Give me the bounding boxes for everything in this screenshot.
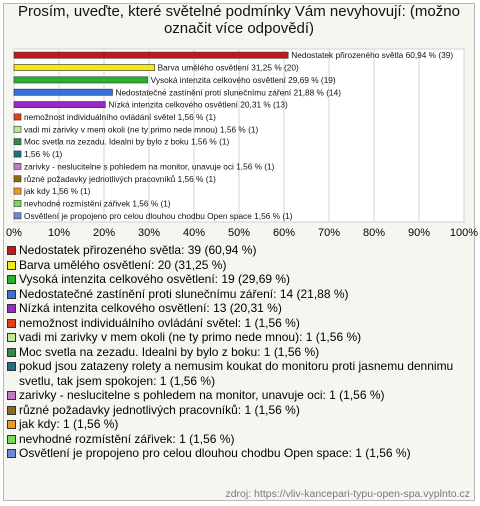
- legend-item: [7, 417, 473, 432]
- bar: [14, 200, 21, 206]
- legend-item: [7, 446, 473, 461]
- bar-label: nemožnost individuálního ovládání světel 1,56 % (1): [24, 111, 216, 122]
- legend-label: jak kdy: 1 (1,56 %): [19, 417, 119, 431]
- legend-label: pokud jsou zatazeny rolety a nemusim koukat do monitoru proti jasnemu dennimu svetlu, tak jsem spokojen: 1 (1,56 %): [19, 359, 454, 388]
- bar: [14, 102, 105, 108]
- bar: [14, 52, 288, 58]
- legend-swatch: [7, 420, 16, 429]
- bar-label: Moc svetla na zezadu. Idealni by bylo z boku 1,56 % (1): [24, 136, 230, 147]
- legend-label: různé požadavky jednotlivých pracovníků: 1 (1,56 %): [19, 402, 300, 417]
- legend-swatch: [7, 246, 16, 255]
- bar: [14, 139, 21, 145]
- bar-label: Nedostatek přirozeného světla 60,94 % (39): [291, 50, 454, 61]
- legend-label: vadi mi zarivky v mem okoli (ne ty primo nede mnou): 1 (1,56 %): [19, 330, 362, 344]
- bar: [14, 163, 21, 169]
- legend-item: [7, 345, 473, 360]
- legend-label: Osvětlení je propojeno pro celou dlouhou chodbu Open space: 1 (1,56 %): [19, 446, 411, 460]
- x-tick-label: 100%: [449, 227, 479, 239]
- x-tick-label: 60%: [272, 227, 296, 239]
- x-tick-label: 20%: [92, 227, 116, 239]
- legend-swatch: [7, 391, 16, 400]
- x-tick-label: 0%: [6, 227, 22, 239]
- bar-label: nevhodné rozmístění zářivek 1,56 % (1): [24, 198, 171, 209]
- bar-label: zarivky - neslucitelne s pohledem na monitor, unavuje oci 1,56 % (1): [24, 161, 275, 172]
- x-tick-label: 90%: [407, 227, 431, 239]
- bar-label: jak kdy 1,56 % (1): [24, 186, 91, 197]
- legend-swatch: [7, 348, 16, 357]
- legend-label: Nedostatečné zastínění proti slunečnímu záření: 14 (21,88 %): [19, 286, 349, 301]
- bar: [14, 126, 21, 132]
- bar-label: Nedostatečné zastínění proti slunečnímu záření 21,88 % (14): [115, 87, 341, 98]
- legend-item: [7, 432, 473, 447]
- bar-label: Vysoká intenzita celkového osvětlení 29,69 % (19): [150, 74, 336, 85]
- bar: [14, 64, 155, 70]
- legend-swatch: [7, 435, 16, 444]
- legend-item: [7, 301, 473, 316]
- bar: [14, 77, 148, 83]
- bar-label: vadi mi zarivky v mem okoli (ne ty primo nede mnou) 1,56 % (1): [24, 124, 259, 135]
- bar: [14, 151, 21, 157]
- bar: [14, 114, 21, 120]
- legend-label: Nízká intenzita celkového osvětlení: 13 (20,31 %): [19, 301, 282, 315]
- x-tick-label: 70%: [317, 227, 341, 239]
- legend-label: Barva umělého osvětlení: 20 (31,25 %): [19, 257, 227, 272]
- chart-legend: [7, 243, 473, 461]
- bar-label: Nízká intenzita celkového osvětlení 20,31 % (13): [108, 99, 288, 110]
- legend-label: Moc svetla na zezadu. Idealni by bylo z boku: 1 (1,56 %): [19, 344, 320, 359]
- bar-label: 1,56 % (1): [24, 149, 63, 160]
- bar-label: Osvětlení je propojeno pro celou dlouhou chodbu Open space 1,56 % (1): [24, 210, 293, 221]
- x-tick-label: 10%: [47, 227, 71, 239]
- legend-item: [7, 258, 473, 273]
- legend-item: [7, 316, 473, 331]
- legend-item: [7, 243, 473, 258]
- legend-item: [7, 403, 473, 418]
- legend-item: [7, 330, 473, 345]
- source-note: zdroj: https://vliv-kancepari-typu-open-spa.vyplnto.cz: [225, 488, 470, 500]
- bar: [14, 176, 21, 182]
- bar-label: Barva umělého osvětlení 31,25 % (20): [157, 62, 299, 73]
- x-tick-label: 40%: [182, 227, 206, 239]
- chart-title: Prosím, uveďte, které světelné podmínky Vám nevyhovují: (možno označit více odpovědí): [18, 3, 460, 37]
- legend-swatch: [7, 304, 16, 313]
- legend-label: nemožnost individuálního ovládání světel: 1 (1,56 %): [19, 315, 300, 330]
- bar-label: různé požadavky jednotlivých pracovníků 1,56 % (1): [24, 173, 216, 184]
- legend-swatch: [7, 406, 16, 415]
- legend-item: [7, 287, 473, 302]
- legend-item: [7, 359, 473, 388]
- x-tick-label: 50%: [227, 227, 251, 239]
- legend-label: zarivky - neslucitelne s pohledem na monitor, unavuje oci: 1 (1,56 %): [19, 388, 385, 402]
- x-tick-label: 30%: [137, 227, 161, 239]
- legend-swatch: [7, 290, 16, 299]
- legend-swatch: [7, 261, 16, 270]
- legend-swatch: [7, 275, 16, 284]
- legend-item: [7, 388, 473, 403]
- legend-swatch: [7, 362, 16, 371]
- legend-label: Vysoká intenzita celkového osvětlení: 19 (29,69 %): [19, 272, 291, 286]
- legend-label: Nedostatek přirozeného světla: 39 (60,94 %): [19, 243, 257, 257]
- bar: [14, 188, 21, 194]
- legend-label: nevhodné rozmístění zářivek: 1 (1,56 %): [19, 431, 235, 446]
- legend-swatch: [7, 333, 16, 342]
- bar: [14, 213, 21, 219]
- legend-swatch: [7, 319, 16, 328]
- bar: [14, 89, 112, 95]
- legend-swatch: [7, 449, 16, 458]
- bar-chart: [0, 0, 480, 240]
- legend-item: [7, 272, 473, 287]
- x-tick-label: 80%: [362, 227, 386, 239]
